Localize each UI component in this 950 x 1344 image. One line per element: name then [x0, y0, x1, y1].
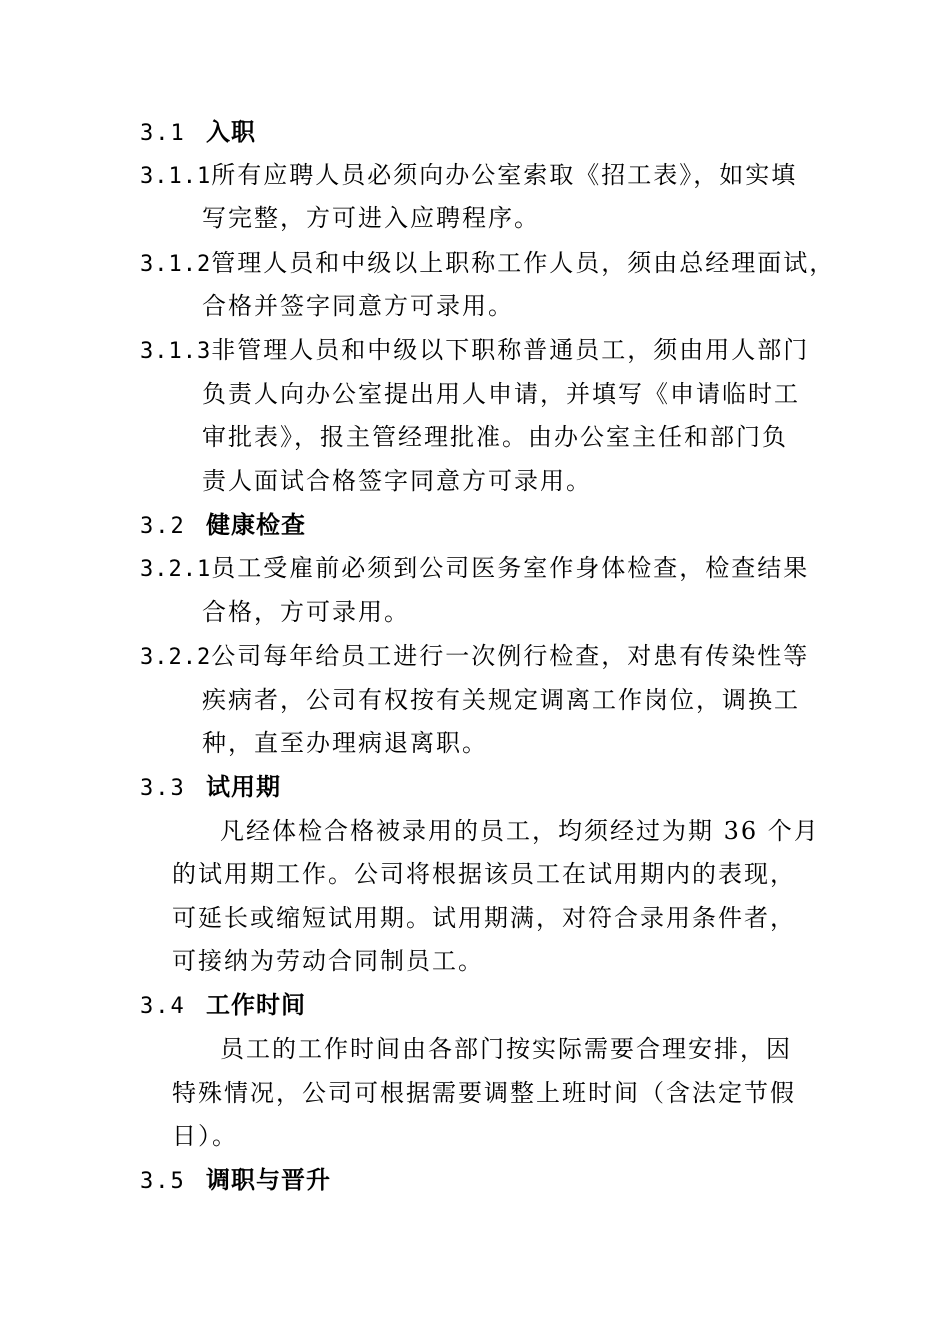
paragraph-3-3-line-3: [172, 903, 796, 933]
item-number: 3.1.3: [140, 339, 212, 364]
item-text: 员工受雇前必须到公司医务室作身体检查，检查结果: [211, 554, 810, 582]
paragraph-3-3-line-1: [220, 816, 820, 846]
paragraph-text: 日）。: [172, 1122, 238, 1150]
item-text: 所有应聘人员必须向办公室索取《招工表》，如实填: [211, 161, 798, 189]
paragraph-3-4-line-1: [220, 1034, 792, 1064]
section-number: 3.3: [140, 776, 186, 801]
paragraph-text: 凡经体检合格被录用的员工，均须经过为期 36 个月: [220, 817, 820, 845]
section-title: 试用期: [206, 773, 281, 801]
item-3-2-1-line-2: [202, 597, 410, 627]
paragraph-3-3-line-4: [172, 946, 484, 976]
section-number: 3.5: [140, 1169, 186, 1194]
item-3-1-3-line-4: [202, 466, 592, 496]
section-number: 3.4: [140, 994, 186, 1019]
paragraph-3-4-line-3: [172, 1121, 238, 1151]
item-3-1-1-line-2: [202, 203, 540, 233]
item-number: 3.2.2: [140, 645, 212, 670]
paragraph-3-3-line-2: [172, 859, 796, 889]
item-3-2-2-line-2: [202, 685, 800, 715]
paragraph-text: 员工的工作时间由各部门按实际需要合理安排，因: [220, 1035, 792, 1063]
item-text: 审批表》，报主管经理批准。由办公室主任和部门负: [202, 423, 788, 451]
item-text: 合格，方可录用。: [202, 598, 410, 626]
paragraph-text: 特殊情况，公司可根据需要调整上班时间（含法定节假: [172, 1079, 796, 1107]
item-text: 管理人员和中级以上职称工作人员，须由总经理面试，: [211, 249, 836, 277]
section-title: 健康检查: [206, 511, 306, 539]
item-3-1-2-line-1: [140, 248, 835, 280]
section-heading-3-2: [140, 510, 306, 542]
item-number: 3.2.1: [140, 557, 212, 582]
item-3-2-2-line-3: [202, 728, 488, 758]
item-text: 非管理人员和中级以下职称普通员工，须由用人部门: [211, 336, 810, 364]
paragraph-3-4-line-2: [172, 1078, 796, 1108]
item-text: 责人面试合格签字同意方可录用。: [202, 467, 592, 495]
paragraph-text: 可接纳为劳动合同制员工。: [172, 947, 484, 975]
section-title: 调职与晋升: [206, 1166, 331, 1194]
paragraph-text: 可延长或缩短试用期。试用期满，对符合录用条件者，: [172, 904, 796, 932]
item-text: 疾病者，公司有权按有关规定调离工作岗位，调换工: [202, 686, 800, 714]
section-title: 入职: [206, 118, 256, 146]
item-3-1-2-line-2: [202, 291, 514, 321]
section-heading-3-4: [140, 990, 306, 1022]
item-3-1-3-line-1: [140, 335, 809, 367]
item-text: 写完整，方可进入应聘程序。: [202, 204, 540, 232]
item-3-1-1-line-1: [140, 160, 797, 192]
item-text: 合格并签字同意方可录用。: [202, 292, 514, 320]
section-title: 工作时间: [206, 991, 306, 1019]
item-text: 种，直至办理病退离职。: [202, 729, 488, 757]
section-number: 3.1: [140, 121, 186, 146]
paragraph-text: 的试用期工作。公司将根据该员工在试用期内的表现，: [172, 860, 796, 888]
item-number: 3.1.2: [140, 252, 212, 277]
item-number: 3.1.1: [140, 164, 212, 189]
section-heading-3-1: [140, 117, 256, 149]
item-text: 负责人向办公室提出用人申请，并填写《申请临时工: [202, 380, 800, 408]
section-number: 3.2: [140, 514, 186, 539]
item-3-2-1-line-1: [140, 553, 809, 585]
item-text: 公司每年给员工进行一次例行检查，对患有传染性等: [211, 642, 810, 670]
item-3-1-3-line-3: [202, 422, 788, 452]
section-heading-3-3: [140, 772, 281, 804]
item-3-2-2-line-1: [140, 641, 809, 673]
section-heading-3-5: [140, 1165, 331, 1197]
item-3-1-3-line-2: [202, 379, 800, 409]
